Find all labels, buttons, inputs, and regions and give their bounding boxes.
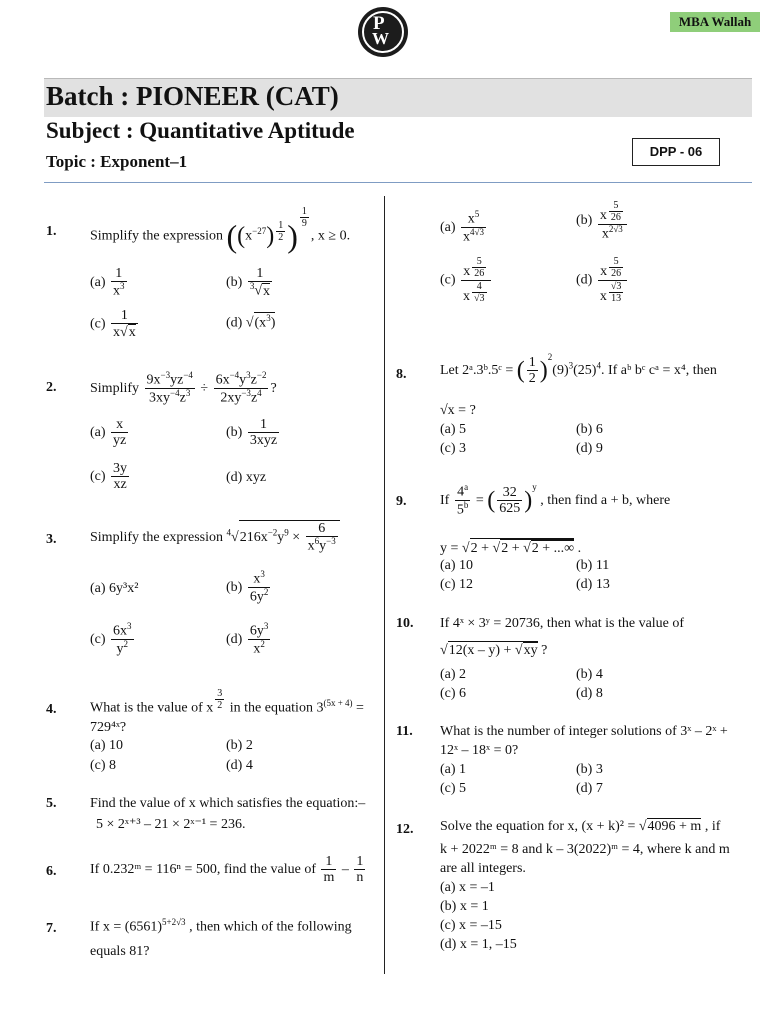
option: (d) 7 [576,781,603,796]
question-number: 2. [46,380,57,395]
question-number: 10. [396,616,414,631]
option: (d) 8 [576,686,603,701]
question-4-text: What is the value of x $^{\frac{3}{2}}$ in the equation $3^{(5x + 4)}$ = [90,688,364,716]
option: (c) 5 [440,781,467,796]
mba-wallah-badge: MBA Wallah [670,12,760,32]
option: (a) 10 [440,558,474,573]
question-number: 7. [46,921,57,936]
option: (d) $√(x^3)$ [226,313,276,331]
pw-logo [358,7,408,57]
option: (a) $\frac{1}{x^3}$ [90,266,125,300]
question-9-text: If $\frac{4^a}{5^b}$ = ( $\frac{32}{625}$ )$^y$ , then find a + b, where [440,482,671,518]
option: (d) x $^{\frac{5}{26}}$ x $^{\frac{√3}{13}}$ [576,256,629,304]
option: (b) 2 [226,738,253,753]
question-8-text: Let 2ᵃ.3ᵇ.5ᶜ = ( $\frac{1}{2}$ )$^2(9)^3(25)^4$. If aᵇ bᶜ cᵃ = x⁴, then [440,352,717,387]
question-11-line2: 12ˣ – 18ˣ = 0? [440,743,519,758]
option: (b) 4 [576,667,603,682]
question-5-line2: 5 × 2ˣ⁺³ – 21 × 2ˣ⁻¹ = 236. [96,817,246,832]
option: (b) $\frac{1}{\text{3xyz}}$ [226,417,278,449]
option: (b) x = 1 [440,899,489,914]
question-7-text: If $x = (6561)^{5+2√3}$ , then which of the following [90,917,352,935]
batch-title: Batch : PIONEER (CAT) [46,81,339,111]
question-number: 8. [396,367,407,382]
question-4-line2: 729⁴ˣ? [90,720,127,735]
option: (a) 1 [440,762,467,777]
option: (c) $\frac{6x^3}{y^2}$ [90,621,132,657]
option: (c) $\frac{1}{x√x}$ [90,308,136,341]
option: (b) x $^{\frac{5}{26}}$ $x^{2√3}$ [576,200,629,242]
question-7-line2: equals 81? [90,944,150,959]
logo-letter-p: P [373,13,385,34]
question-number: 3. [46,532,57,547]
option: (a) 5 [440,422,467,437]
batch-bar [44,78,752,117]
option: (b) 6 [576,422,603,437]
option: (d) 4 [226,758,253,773]
question-11-text: What is the number of integer solutions of 3ˣ – 2ˣ + [440,724,728,739]
option: (d) x = 1, –15 [440,937,517,952]
option: (b) $\frac{1}{^3√x}$ [226,266,271,300]
question-12-line3: are all integers. [440,861,526,876]
logo-letter-w: W [372,29,389,48]
option: (d) 13 [576,577,610,592]
question-number: 4. [46,702,57,717]
subject-heading: Subject : Quantitative Aptitude [46,118,355,143]
question-number: 12. [396,822,414,837]
option: (b) $\frac{x^3}{6y^2}$ [226,569,269,605]
question-10-text: If 4ˣ × 3ʸ = 20736, then what is the value of [440,616,685,631]
question-2-text: Simplify $\frac{9x^{-3}yz^{-4}}{3xy^{-4}z^3}$ ÷ $\frac{6x^{-4}y^3z^{-2}}{2xy^{-3}z^4}$ ? [90,370,277,406]
question-6-text: If 0.232ᵐ = 116ⁿ = 500, find the value of $\frac{1}{m}$ – $\frac{1}{n}$ [90,854,364,886]
option: (c) $\frac{3y}{xz}$ [90,461,128,493]
option: (b) 11 [576,558,610,573]
question-number: 5. [46,796,57,811]
dpp-label: DPP - 06 [632,138,720,166]
question-number: 6. [46,864,57,879]
option: (b) 3 [576,762,603,777]
header-rule [44,182,752,183]
option: (a) x = –1 [440,880,495,895]
option: (c) 6 [440,686,467,701]
option: (c) 3 [440,441,467,456]
option: (d) $\frac{6y^3}{x^2}$ [226,621,269,657]
question-text: Simplify the expression [90,228,223,244]
question-1-text: Simplify the expression ($(x^{-27})$ $^{\frac{1}{2}}$ ) $^{\frac{1}{9}}$ , x ≥ 0. [90,206,351,254]
question-number: 9. [396,494,407,509]
question-3-text: Simplify the expression $^4√216x^{-2}y^9$ × $\frac{6}{x^6y^{-3}}$ [90,520,340,554]
option: (a) 6y³x² [90,581,139,596]
question-8-line2: √x = ? [440,403,476,418]
question-text: Simplify the expression [90,529,223,545]
question-10-line2: √12(x – y) + √xy ? [440,643,548,658]
option: (c) 12 [440,577,474,592]
option: (a) 10 [90,738,124,753]
question-number: 1. [46,224,57,239]
option: (a) $\frac{x}{yz}$ [90,417,127,449]
question-condition: , x ≥ 0. [310,228,351,244]
question-12-line2: k + 2022ᵐ = 8 and k – 3(2022)ᵐ = 4, where k and m [440,842,730,857]
question-12-text: Solve the equation for x, (x + k)² = √4096 + m , if [440,819,721,834]
option: (d) xyz [226,470,267,485]
option: (d) 9 [576,441,603,456]
topic-heading: Topic : Exponent–1 [46,152,188,171]
option: (a) 2 [440,667,467,682]
option: (c) x = –15 [440,918,502,933]
column-divider [384,196,385,974]
option: (c) x $^{\frac{5}{26}}$ x $^{\frac{4}{√3}}$ [440,256,493,304]
question-5-text: Find the value of x which satisfies the equation:– [90,796,366,811]
option: (c) 8 [90,758,117,773]
question-9-line2: y = √2 + √2 + √2 + ...∞ . [440,538,581,557]
question-number: 11. [396,724,413,739]
question-text: Simplify [90,380,140,396]
option: (a) $\frac{x^5}{x^{4√3}}$ [440,209,484,245]
